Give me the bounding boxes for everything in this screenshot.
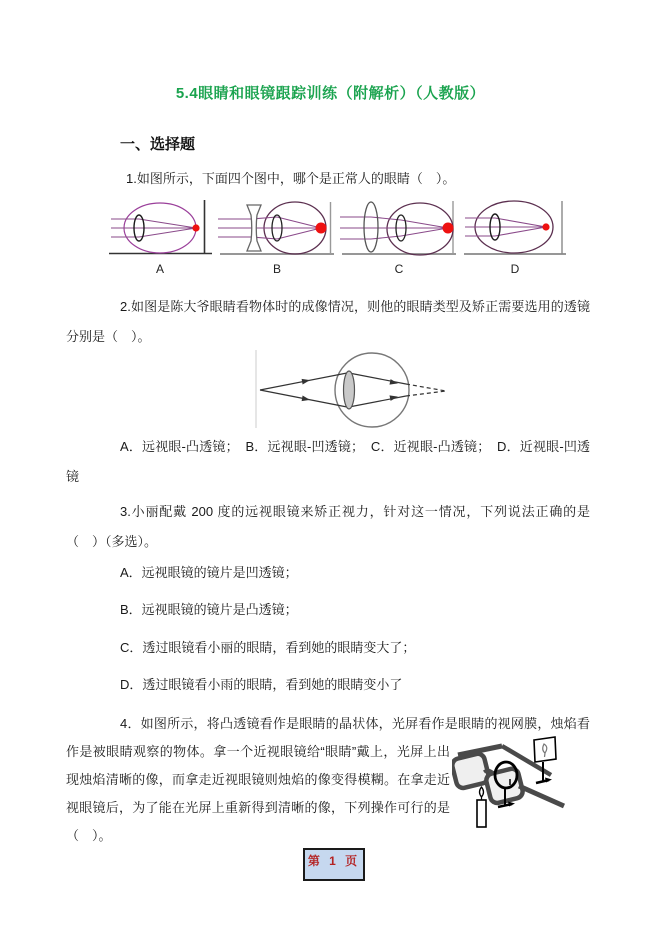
question-3-option-d: D．透过眼镜看小雨的眼睛，看到她的眼睛变小了 — [120, 677, 403, 692]
question-4-block — [66, 710, 590, 850]
question-4-text: 4．如图所示，将凸透镜看作是眼睛的晶状体，光屏看作是眼睛的视网膜，烛焰看作是被眼睛观察的物体。拿一个近视眼镜给“眼睛”戴上，光屏上出现烛焰清晰的像，而拿走近视眼镜则烛焰的像变得模糊。在拿走近视眼镜后，为了能在光屏上重新得到清晰的像，下列操作可行的是（ ）。 — [66, 716, 590, 843]
page-number-box — [303, 848, 365, 881]
question-2-options: A．远视眼-凸透镜； B．远视眼-凹透镜； C．近视眼-凸透镜； D．近视眼-凹透镜 — [66, 439, 590, 484]
eye-diagram-a — [106, 197, 214, 259]
question-1-figure-labels — [106, 262, 568, 276]
eye-diagram-d — [462, 197, 568, 259]
figure-label-c: C — [394, 262, 404, 276]
question-2-text: 2.如图是陈大爷眼睛看物体时的成像情况，则他的眼睛类型及矫正需要选用的透镜分别是（ ）。 — [66, 299, 590, 344]
figure-label-b: B — [272, 262, 281, 276]
section-heading: 一、选择题 — [120, 136, 196, 153]
question-3-option-c: C．透过眼镜看小丽的眼睛，看到她的眼睛变大了； — [120, 640, 416, 655]
eye-diagram-c — [340, 197, 458, 259]
page-number-label: 第 1 页 — [307, 854, 361, 868]
question-3-option-b: B．远视眼镜的镜片是凸透镜； — [120, 602, 298, 617]
figure-label-a: A — [155, 262, 164, 276]
eye-diagram-b — [218, 197, 336, 259]
page-title: 5.4眼睛和眼镜跟踪训练（附解析）（人教版） — [175, 85, 486, 102]
question-1-text: 1.如图所示，下面四个图中，哪个是正常人的眼睛（ ）。 — [126, 171, 456, 186]
farsighted-eye-diagram — [252, 346, 452, 432]
question-3-text: 3.小丽配戴 200 度的远视眼镜来矫正视力，针对这一情况，下列说法正确的是（ ）（多选）。 — [66, 504, 590, 549]
question-3-option-a: A．远视眼镜的镜片是凹透镜； — [120, 565, 298, 580]
question-1-figures — [106, 197, 568, 259]
figure-label-d: D — [510, 262, 520, 276]
